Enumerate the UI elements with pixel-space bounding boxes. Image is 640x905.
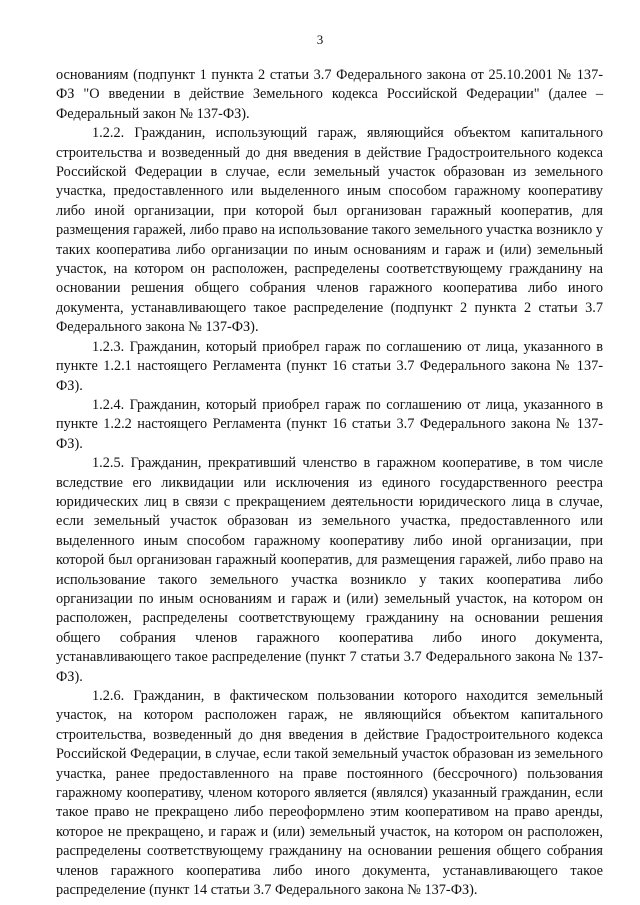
paragraph-1-2-4: 1.2.4. Гражданин, который приобрел гараж по соглашению от лица, указанного в пункте 1.2.2 настоящего Регламента (пункт 16 статьи 3.7 Федерального закона № 137-ФЗ). [56, 396, 603, 452]
paragraph-1-2-6: 1.2.6. Гражданин, в фактическом пользовании которого находится земельный участок, на котором расположен гараж, не являющийся объектом капитального строительства, возведенный до дня введения в действие Градостроительного кодекса Российской Федерации, в случае, если такой земельный участок образован из земельного участка, ранее предоставленного на праве постоянного (бессрочного) пользования гаражному кооперативу, членом которого является (являлся) указанный гражданин, если такое право не прекращено либо переоформлено этим кооперативом на право аренды, которое не прекращено, и гараж и (или) земельный участок, на котором он расположен, распределены соответствующему гражданину на основании решения общего собрания членов гаражного кооператива либо иного документа, устанавливающего такое распределение (пункт 14 статьи 3.7 Федерального закона № 137-ФЗ). [56, 688, 603, 899]
paragraph-1-2-5: 1.2.5. Гражданин, прекративший членство в гаражном кооперативе, в том числе вследствие его ликвидации или исключения из единого государственного реестра юридических лиц в связи с прекращением деятельности юридического лица в случае, если земельный участок образован из земельного участка, предоставленного или выделенного иным способом гаражному кооперативу либо иной организации, при которой был организован гаражный кооператив, для размещения гаражей, либо право на использование такого земельного участка возникло у таких кооператива либо организации по иным основаниям и гараж и (или) земельный участок, на котором он расположен, распределены соответствующему гражданину на основании решения общего собрания членов гаражного кооператива либо иного документа, устанавливающего такое распределение (пункт 7 статьи 3.7 Федерального закона № 137-ФЗ). [56, 455, 603, 685]
paragraph-1-2-2: 1.2.2. Гражданин, использующий гараж, являющийся объектом капитального строительства и возведенный до дня введения в действие Градостроительного кодекса Российской Федерации в случае, если земельный участок образован из земельного участка, предоставленного или выделенного иным способом гаражному кооперативу либо иной организации, при которой был организован гаражный кооператив, для размещения гаражей, либо право на использование такого земельного участка возникло у таких кооператива либо организации по иным основаниям и гараж и (или) земельный участок, на котором он расположен, распределены соответствующему гражданину на основании решения общего собрания членов гаражного кооператива либо иного документа, устанавливающего такое распределение (подпункт 2 пункта 2 статьи 3.7 Федерального закона № 137-ФЗ). [56, 125, 603, 336]
paragraph-continuation: основаниям (подпункт 1 пункта 2 статьи 3.7 Федерального закона от 25.10.2001 № 137-ФЗ "О введении в действие Земельного кодекса Российской Федерации" (далее – Федеральный закон № 137-ФЗ). [56, 67, 603, 122]
paragraph-1-2-3: 1.2.3. Гражданин, который приобрел гараж по соглашению от лица, указанного в пункте 1.2.1 настоящего Регламента (пункт 16 статьи 3.7 Федерального закона № 137-ФЗ). [56, 338, 603, 394]
page-number: 3 [316, 32, 324, 47]
document-body [56, 66, 603, 900]
